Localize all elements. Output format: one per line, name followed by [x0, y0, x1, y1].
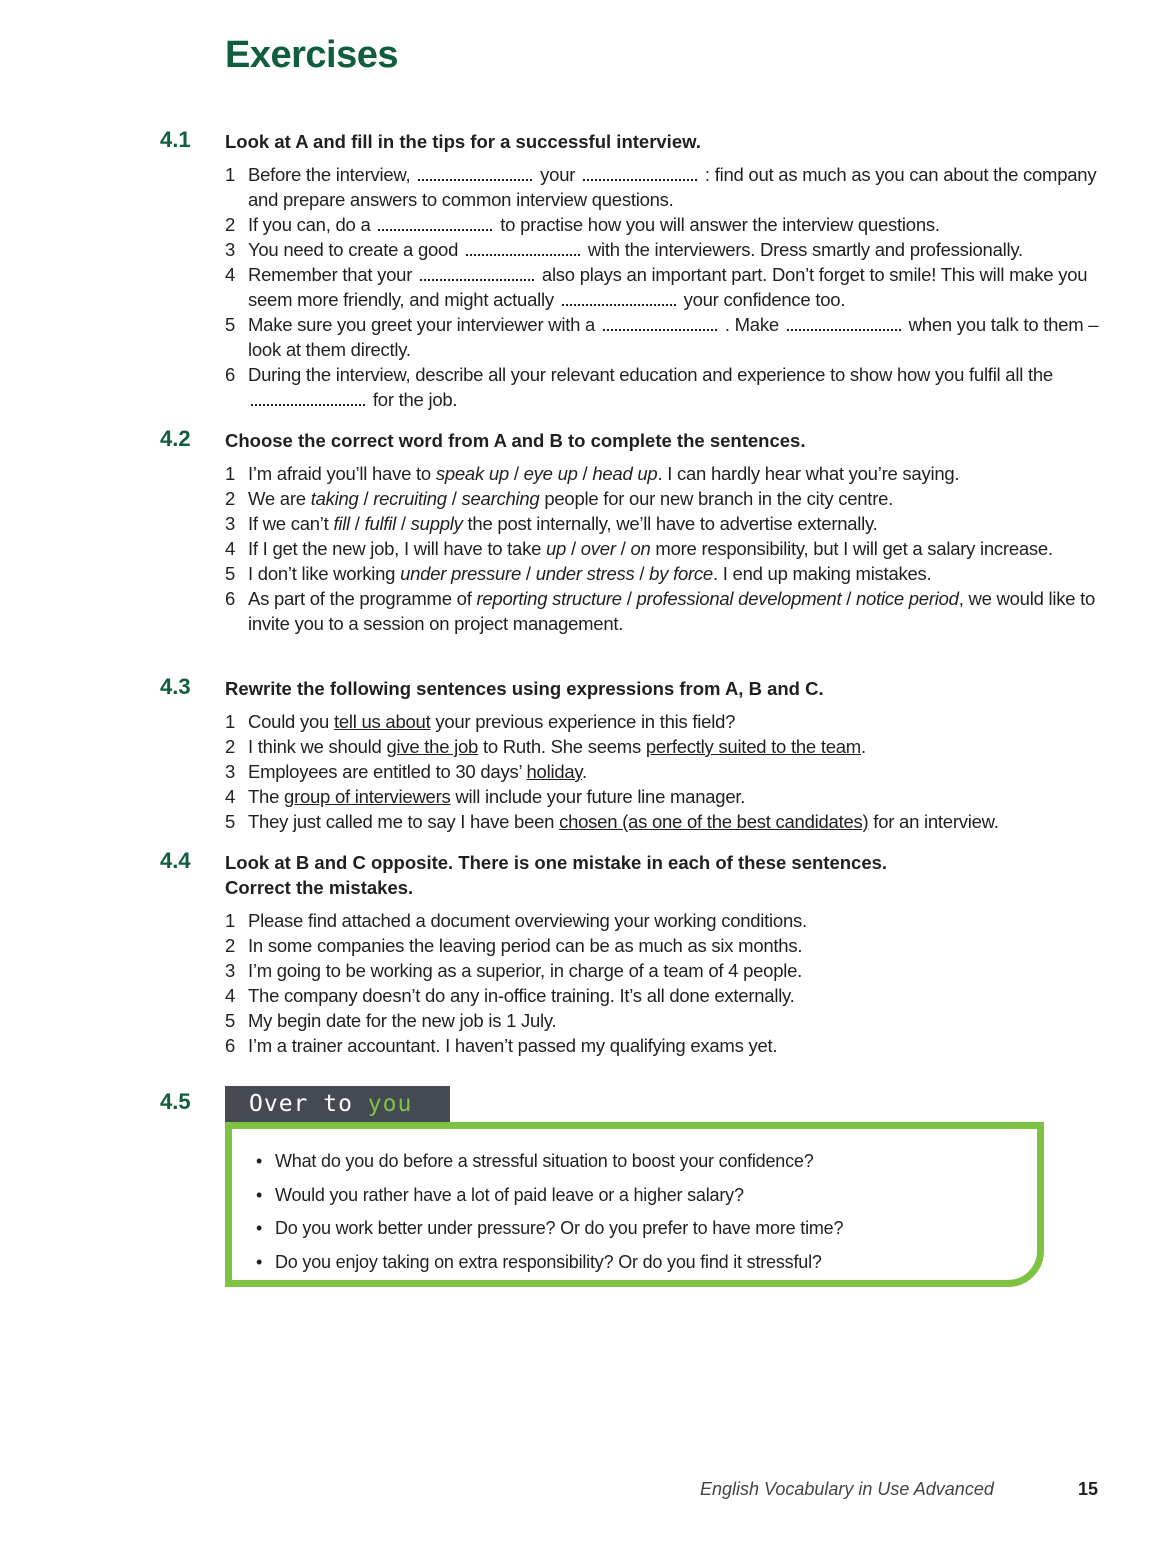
option-separator: /: [615, 538, 631, 559]
bullet-icon: •: [256, 1184, 263, 1205]
item-number: 2: [225, 736, 236, 757]
list-item: [256, 1145, 843, 1179]
answer-blank[interactable]: [787, 315, 901, 331]
exercise-instruction: Look at A and fill in the tips for a successful interview.: [225, 131, 701, 152]
option-word[interactable]: fill: [333, 513, 350, 534]
exercise-items: [225, 162, 1105, 412]
exercise-instruction: [225, 850, 1105, 900]
option-separator: /: [521, 563, 536, 584]
item-number: 2: [225, 935, 236, 956]
list-item: [225, 933, 1105, 958]
item-text: I think we should: [248, 736, 387, 757]
item-number: 6: [225, 1035, 236, 1056]
over-to-you-box: [225, 1122, 1044, 1287]
list-item: [225, 908, 1105, 933]
option-word[interactable]: reporting structure: [476, 588, 622, 609]
item-text: will include your future line manager.: [450, 786, 746, 807]
underlined-expression: holiday: [526, 761, 583, 782]
item-text: The: [248, 786, 285, 807]
exercise-number: 4.2: [160, 426, 191, 451]
item-text: . I can hardly hear what you’re saying.: [657, 463, 960, 484]
item-number: 4: [225, 786, 236, 807]
item-text: with the interviewers. Dress smartly and professionally.: [583, 239, 1023, 260]
option-word[interactable]: recruiting: [373, 488, 447, 509]
question-text: Do you enjoy taking on extra responsibility? Or do you find it stressful?: [275, 1251, 822, 1272]
question-text: Would you rather have a lot of paid leave or a higher salary?: [275, 1184, 744, 1205]
item-number: 4: [225, 264, 236, 285]
list-item: [225, 983, 1105, 1008]
option-word[interactable]: speak up: [435, 463, 509, 484]
answer-blank[interactable]: [420, 265, 534, 281]
item-text: .: [582, 761, 587, 782]
item-number: 5: [225, 1010, 236, 1031]
tab-label-highlight: you: [367, 1091, 413, 1117]
item-text: . Make: [719, 314, 784, 335]
item-number: 4: [225, 985, 236, 1006]
option-word[interactable]: up: [546, 538, 567, 559]
option-word[interactable]: head up: [592, 463, 658, 484]
item-number: 3: [225, 761, 236, 782]
over-to-you-tab: [225, 1086, 450, 1122]
option-word[interactable]: notice period: [856, 588, 959, 609]
exercise-items: [225, 908, 1105, 1058]
item-text: I don’t like working: [248, 563, 401, 584]
item-text: Remember that your: [248, 264, 418, 285]
item-number: 6: [225, 588, 236, 609]
underlined-expression: give the job: [386, 736, 479, 757]
item-text: . I end up making mistakes.: [712, 563, 932, 584]
item-text: If you can, do a: [248, 214, 376, 235]
item-text: when you talk to them – look at them directly.: [248, 314, 1099, 360]
exercise-items: [225, 709, 1105, 834]
bullet-icon: •: [256, 1251, 263, 1272]
option-separator: /: [566, 538, 581, 559]
item-text: for the job.: [368, 389, 458, 410]
option-word[interactable]: taking: [310, 488, 359, 509]
instruction-line: Look at B and C opposite. There is one mistake in each of these sentences.: [225, 852, 888, 873]
option-word[interactable]: searching: [461, 488, 540, 509]
list-item: [225, 212, 1105, 237]
bullet-icon: •: [256, 1218, 263, 1238]
list-item: [225, 362, 1105, 412]
list-item: [225, 262, 1105, 312]
option-separator: /: [349, 513, 365, 534]
item-text: If I get the new job, I will have to take: [248, 538, 547, 559]
option-word[interactable]: on: [630, 538, 651, 559]
tab-label: Over to: [249, 1091, 368, 1117]
item-text: If we can’t: [248, 513, 334, 534]
item-number: 5: [225, 811, 236, 832]
item-text: I’m a trainer accountant. I haven’t passed my qualifying exams yet.: [248, 1035, 778, 1056]
page-number: 15: [1078, 1479, 1099, 1499]
item-text: to practise how you will answer the interview questions.: [495, 214, 940, 235]
list-item: [225, 759, 1105, 784]
option-separator: /: [446, 488, 462, 509]
exercise-number: 4.1: [160, 127, 191, 152]
list-item: [225, 1008, 1105, 1033]
option-separator: /: [841, 588, 857, 609]
list-item: [225, 958, 1105, 983]
item-text: : find out as much as you can about the company and prepare answers to common interview questions.: [248, 164, 1097, 210]
underlined-expression: group of interviewers: [284, 786, 451, 807]
option-word[interactable]: fulfil: [364, 513, 396, 534]
list-item: [225, 1033, 1105, 1058]
footer-book-title: English Vocabulary in Use Advanced: [700, 1479, 994, 1499]
answer-blank[interactable]: [251, 390, 365, 406]
item-text: The company doesn’t do any in-office training. It’s all done externally.: [248, 985, 795, 1006]
page-title: Exercises: [225, 34, 398, 76]
item-number: 3: [225, 513, 236, 534]
list-item: [256, 1212, 843, 1246]
answer-blank[interactable]: [418, 165, 532, 181]
list-item: [225, 237, 1105, 262]
underlined-expression: chosen (as one of the best candidates): [559, 811, 869, 832]
item-number: 6: [225, 364, 236, 385]
item-text: My begin date for the new job is 1 July.: [248, 1010, 557, 1031]
option-word[interactable]: under stress: [535, 563, 635, 584]
item-number: 4: [225, 538, 236, 559]
item-number: 1: [225, 164, 236, 185]
answer-blank[interactable]: [378, 215, 492, 231]
question-list: [256, 1145, 843, 1279]
item-text: people for our new branch in the city centre.: [539, 488, 894, 509]
option-word[interactable]: eye up: [523, 463, 578, 484]
list-item: [225, 784, 1105, 809]
instruction-line: Correct the mistakes.: [225, 877, 414, 898]
item-text: .: [860, 736, 866, 757]
list-item: [225, 162, 1105, 212]
item-text: more responsibility, but I will get a salary increase.: [650, 538, 1053, 559]
option-separator: /: [358, 488, 374, 509]
exercise-number: 4.4: [160, 848, 191, 873]
item-number: 1: [225, 711, 236, 732]
item-text: , we would like to invite you to a session on project management.: [248, 588, 1096, 634]
underlined-expression: tell us about: [333, 711, 431, 732]
list-item: [225, 809, 1105, 834]
option-separator: /: [508, 463, 524, 484]
item-text: also plays an important part. Don’t forget to smile! This will make you seem more friendly, and might actually: [248, 264, 1088, 310]
item-text: You need to create a good: [248, 239, 464, 260]
exercise-instruction: Rewrite the following sentences using expressions from A, B and C.: [225, 678, 824, 699]
list-item: [225, 461, 1105, 486]
item-number: 3: [225, 239, 236, 260]
item-text: In some companies the leaving period can be as much as six months.: [248, 935, 803, 956]
item-text: I’m going to be working as a superior, in charge of a team of 4 people.: [248, 960, 803, 981]
item-text: They just called me to say I have been: [248, 811, 560, 832]
item-text: I’m afraid you’ll have to: [248, 463, 436, 484]
list-item: [225, 536, 1105, 561]
option-separator: /: [621, 588, 637, 609]
item-text: to Ruth. She seems: [478, 736, 646, 757]
list-item: [225, 586, 1105, 636]
list-item: [225, 709, 1105, 734]
item-text: Before the interview,: [248, 164, 416, 185]
list-item: [225, 486, 1105, 511]
list-item: [256, 1246, 843, 1280]
answer-blank[interactable]: [603, 315, 717, 331]
item-text: Please find attached a document overviewing your working conditions.: [248, 910, 807, 931]
answer-blank[interactable]: [466, 240, 580, 256]
option-word[interactable]: by force: [649, 563, 713, 584]
option-separator: /: [634, 563, 650, 584]
item-text: Employees are entitled to 30 days’: [248, 761, 527, 782]
item-text: your confidence too.: [678, 289, 846, 310]
item-number: 2: [225, 488, 236, 509]
option-separator: /: [577, 463, 593, 484]
answer-blank[interactable]: [583, 165, 697, 181]
item-number: 3: [225, 960, 236, 981]
item-number: 1: [225, 463, 236, 484]
item-text: We are: [248, 488, 311, 509]
option-word[interactable]: under pressure: [400, 563, 522, 584]
list-item: [225, 312, 1105, 362]
exercise-number: 4.5: [160, 1089, 191, 1114]
question-text: What do you do before a stressful situation to boost your confidence?: [275, 1151, 814, 1171]
option-word[interactable]: professional development: [636, 588, 842, 609]
list-item: [225, 511, 1105, 536]
item-number: 5: [225, 314, 236, 335]
exercise-items: [225, 461, 1105, 636]
answer-blank[interactable]: [562, 290, 676, 306]
item-text: your: [535, 164, 581, 185]
list-item: [225, 561, 1105, 586]
item-text: for an interview.: [868, 811, 999, 832]
item-text: the post internally, we’ll have to advertise externally.: [462, 513, 878, 534]
item-text: During the interview, describe all your relevant education and experience to show how you fulfil all the: [248, 364, 1053, 385]
item-number: 2: [225, 214, 236, 235]
item-number: 5: [225, 563, 236, 584]
option-word[interactable]: supply: [410, 513, 463, 534]
exercise-number: 4.3: [160, 674, 191, 699]
exercise-instruction: Choose the correct word from A and B to complete the sentences.: [225, 430, 806, 451]
option-word[interactable]: over: [580, 538, 616, 559]
item-text: Could you: [248, 711, 334, 732]
item-text: your previous experience in this field?: [430, 711, 736, 732]
bullet-icon: •: [256, 1151, 263, 1171]
question-text: Do you work better under pressure? Or do you prefer to have more time?: [275, 1218, 844, 1238]
item-text: Make sure you greet your interviewer with a: [248, 314, 600, 335]
item-number: 1: [225, 910, 236, 931]
option-separator: /: [396, 513, 411, 534]
list-item: [256, 1179, 843, 1213]
underlined-expression: perfectly suited to the team: [645, 736, 861, 757]
item-text: As part of the programme of: [248, 588, 477, 609]
list-item: [225, 734, 1105, 759]
